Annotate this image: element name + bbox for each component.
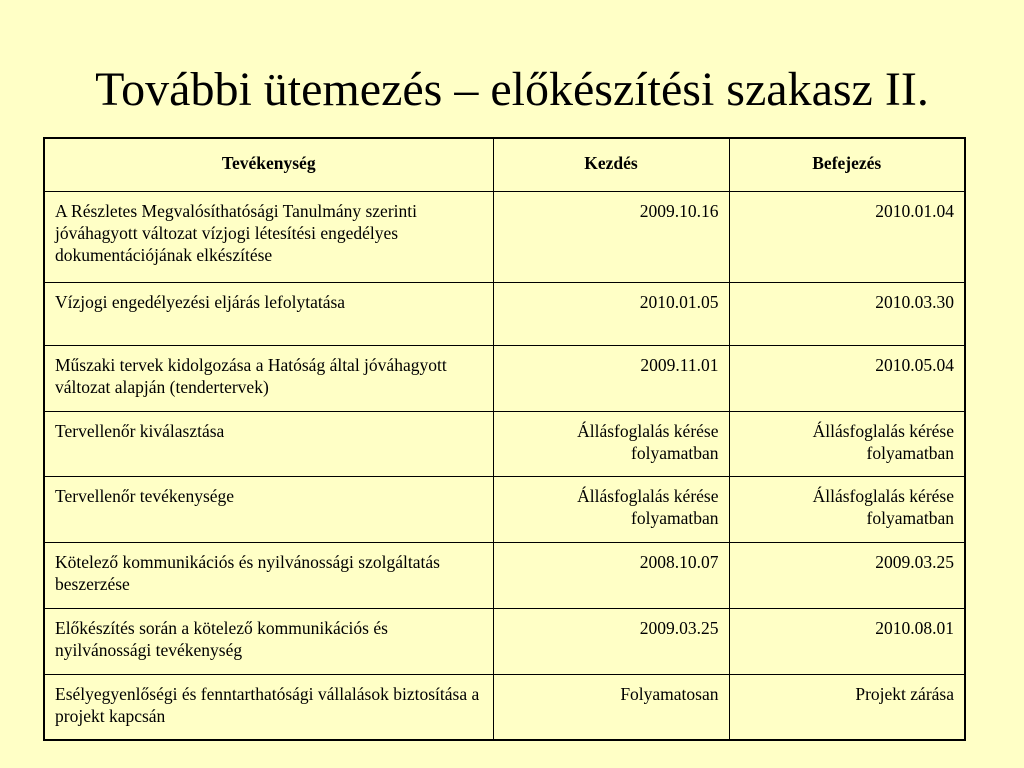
start-cell: 2009.10.16 (493, 191, 729, 282)
activity-cell: Kötelező kommunikációs és nyilvánossági szolgáltatás beszerzése (44, 542, 493, 608)
start-cell: 2008.10.07 (493, 542, 729, 608)
table-row (44, 191, 965, 282)
activity-cell: A Részletes Megvalósíthatósági Tanulmány szerinti jóváhagyott változat vízjogi létesítési engedélyes dokumentációjának elkészítése (44, 191, 493, 282)
header-start: Kezdés (493, 138, 729, 191)
table-row (44, 345, 965, 411)
start-cell: Folyamatosan (493, 674, 729, 740)
activity-cell: Tervellenőr tevékenysége (44, 476, 493, 542)
slide-title: További ütemezés – előkészítési szakasz II. (95, 63, 929, 116)
start-cell: 2009.03.25 (493, 608, 729, 674)
end-cell: Projekt zárása (729, 674, 965, 740)
header-end: Befejezés (729, 138, 965, 191)
activity-cell: Esélyegyenlőségi és fenntarthatósági vállalások biztosítása a projekt kapcsán (44, 674, 493, 740)
start-cell: 2009.11.01 (493, 345, 729, 411)
activity-cell: Tervellenőr kiválasztása (44, 411, 493, 476)
activity-cell: Vízjogi engedélyezési eljárás lefolytatása (44, 282, 493, 345)
schedule-table (43, 137, 966, 741)
end-cell: 2010.05.04 (729, 345, 965, 411)
end-cell: Állásfoglalás kérése folyamatban (729, 411, 965, 476)
table-row (44, 542, 965, 608)
activity-cell: Műszaki tervek kidolgozása a Hatóság által jóváhagyott változat alapján (tendertervek) (44, 345, 493, 411)
table-row (44, 674, 965, 740)
end-cell: 2010.03.30 (729, 282, 965, 345)
end-cell: 2010.08.01 (729, 608, 965, 674)
activity-cell: Előkészítés során a kötelező kommunikációs és nyilvánossági tevékenység (44, 608, 493, 674)
start-cell: Állásfoglalás kérése folyamatban (493, 411, 729, 476)
end-cell: Állásfoglalás kérése folyamatban (729, 476, 965, 542)
end-cell: 2009.03.25 (729, 542, 965, 608)
header-activity: Tevékenység (44, 138, 493, 191)
start-cell: Állásfoglalás kérése folyamatban (493, 476, 729, 542)
table-row (44, 608, 965, 674)
table-row (44, 476, 965, 542)
start-cell: 2010.01.05 (493, 282, 729, 345)
table-row (44, 411, 965, 476)
end-cell: 2010.01.04 (729, 191, 965, 282)
table-row (44, 282, 965, 345)
table-header-row (44, 138, 965, 191)
